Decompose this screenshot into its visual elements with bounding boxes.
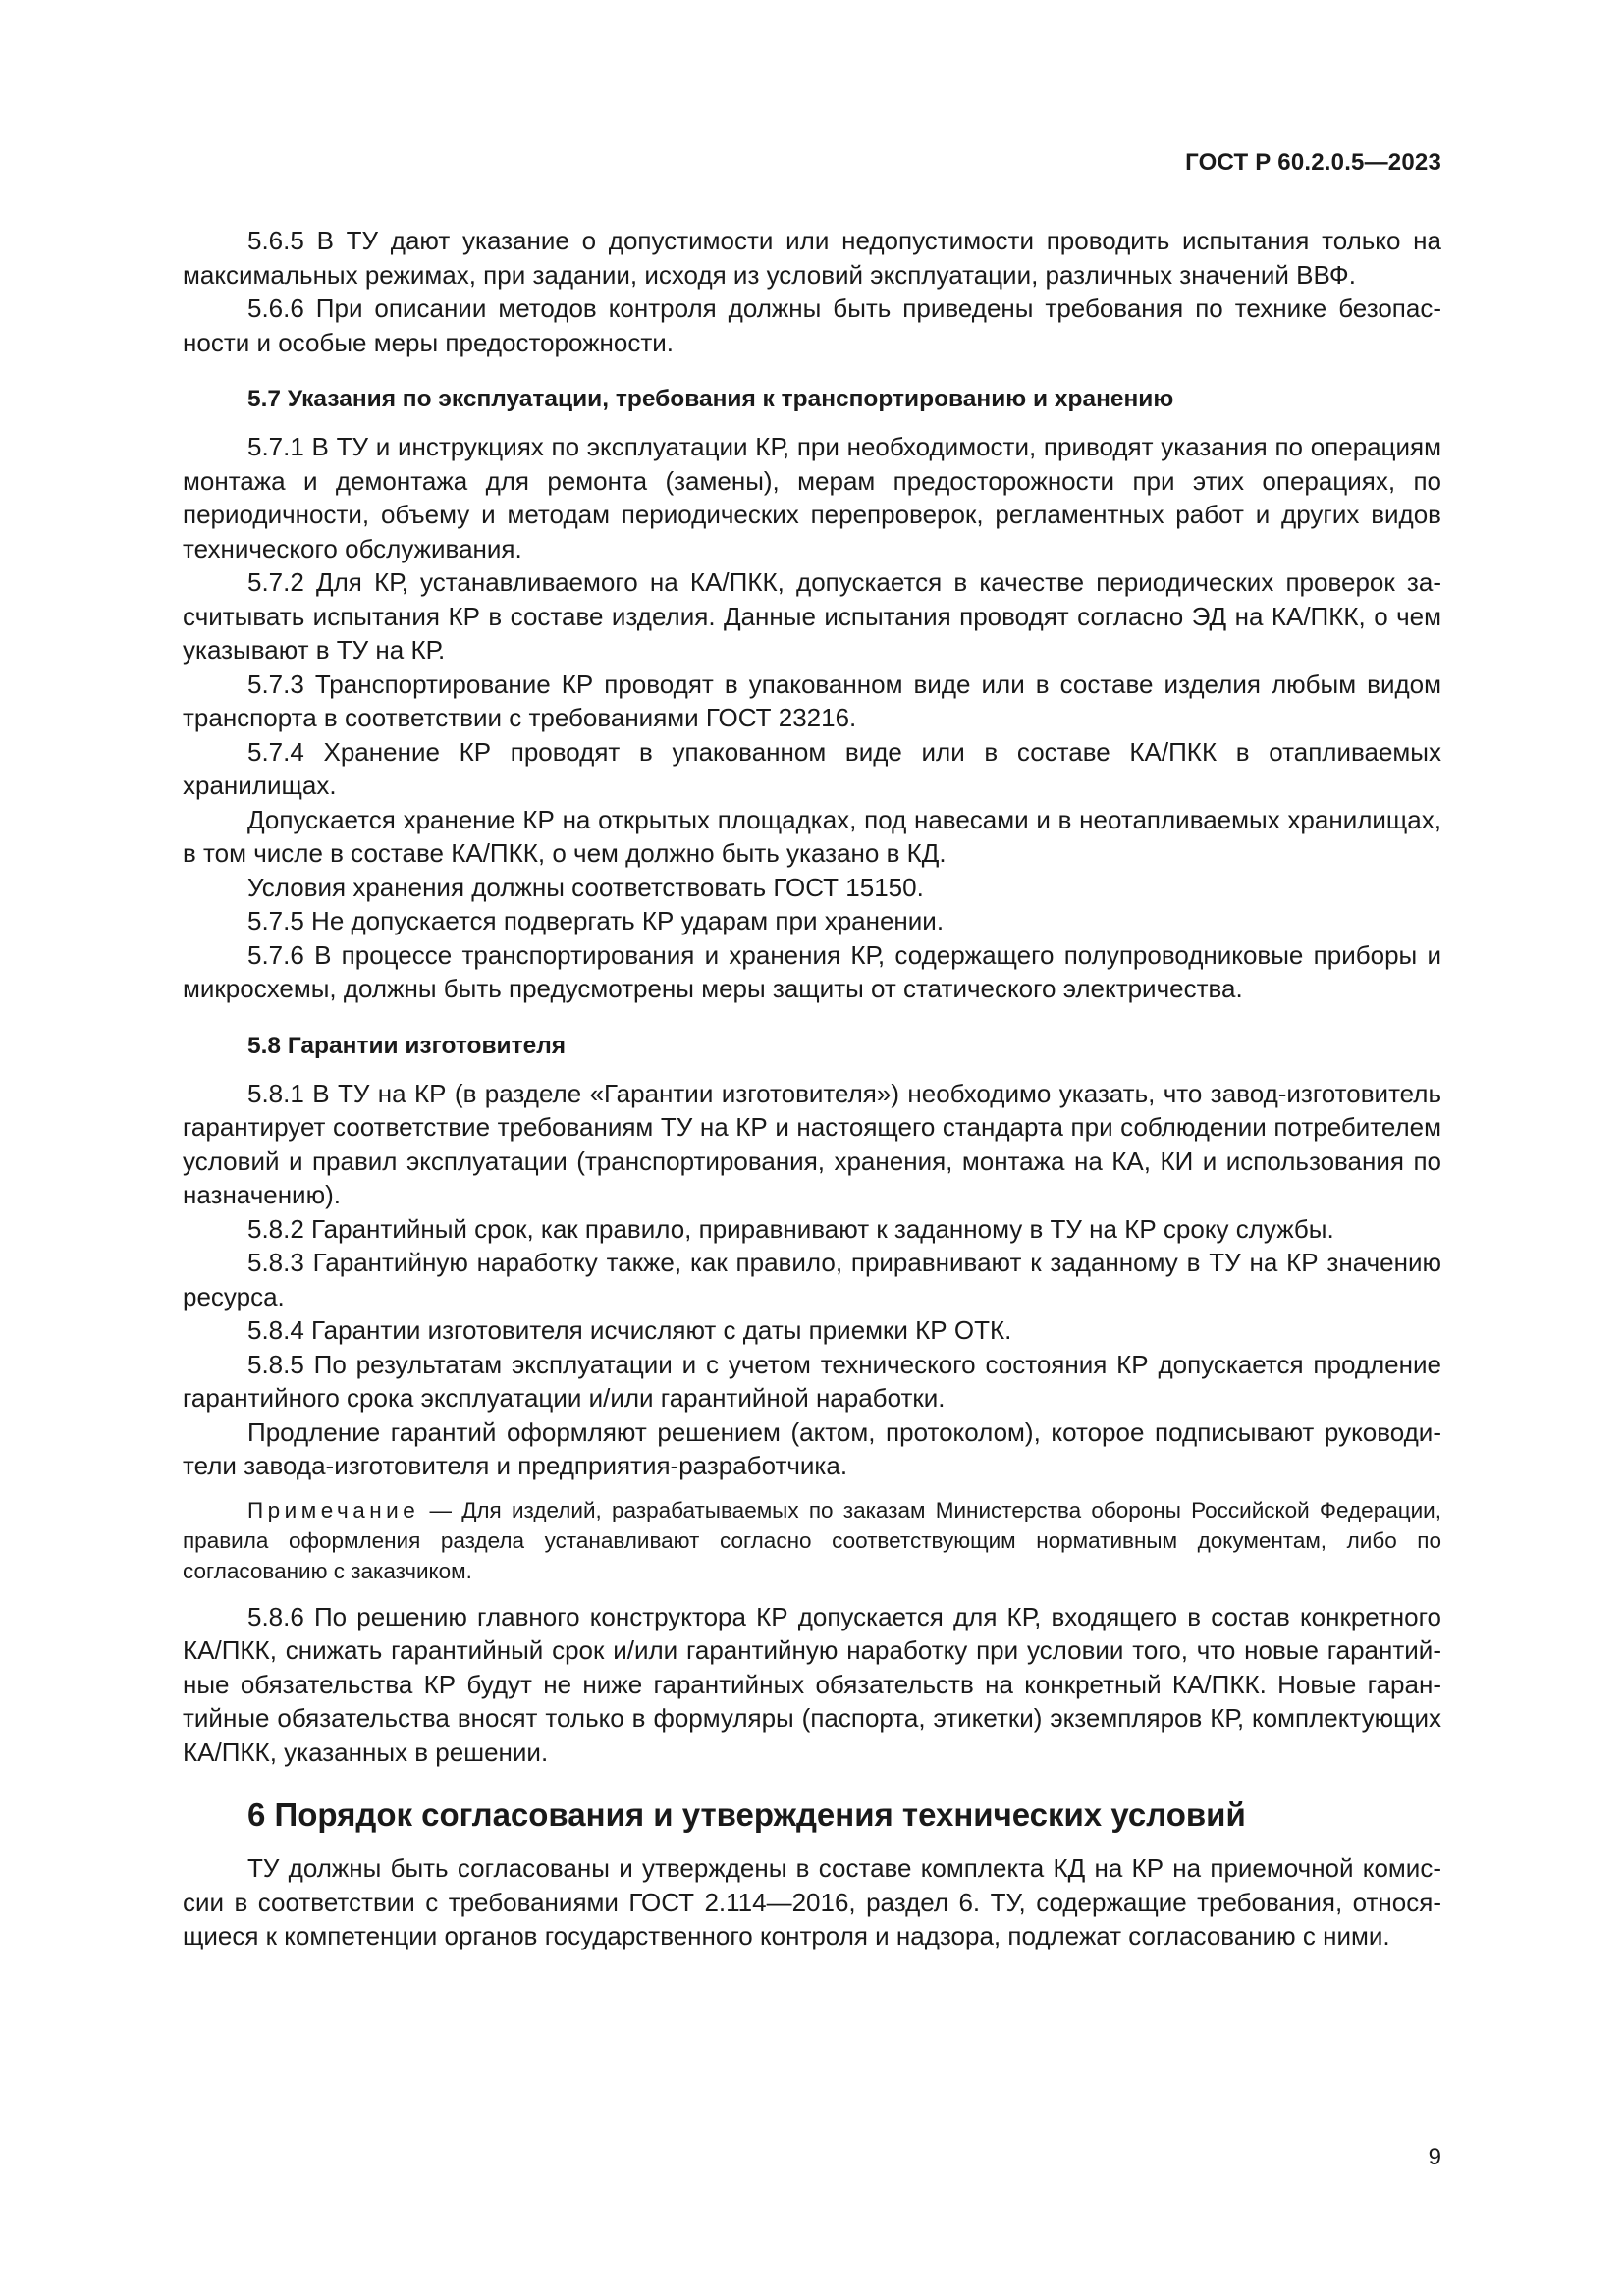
paragraph-5-7-3: 5.7.3 Транспортирование КР проводят в упакованном виде или в составе изделия любым видом транспорта в соответствии с требованиями ГОСТ 23216. <box>183 668 1441 732</box>
paragraph-5-8-1: 5.8.1 В ТУ на КР (в разделе «Гарантии изготовителя») необходимо указать, что завод-изготовитель гарантирует соответствие требованиям ТУ на КР и настоящего стандарта при соблюдении потребителем условий и правил эксплуатации (транспортирования, хранения, монтажа на КА, КИ и использования по назначению). <box>183 1078 1441 1209</box>
note <box>183 1495 1441 1586</box>
document-body <box>183 224 1441 1953</box>
paragraph-5-8-6: 5.8.6 По решению главного конструктора КР допускается для КР, входящего в состав конкретного КА/ПКК, снижать гарантийный срок и/или гарантийную наработку при условии того, что новые гарантийные обязательства КР будут не ниже гарантийных обязательств на конкретный КА/ПКК. Новые гарантийные обязательства вносят только в формуляры (паспорта, этикетки) экземпляров КР, комплектующих КА/ПКК, указанных в решении. <box>183 1601 1441 1767</box>
paragraph-5-8-5-extension: Продление гарантий оформляют решением (актом, протоколом), которое подписывают руководители завода-изготовителя и предприятия-разработчика. <box>183 1416 1441 1480</box>
page-number: 9 <box>1428 2144 1441 2170</box>
paragraph-5-7-4-storage-outdoor: Допускается хранение КР на открытых площадках, под навесами и в неотапливаемых хранилищах, в том числе в составе КА/ПКК, о чем должно быть указано в КД. <box>183 804 1441 868</box>
paragraph-5-7-5: 5.7.5 Не допускается подвергать КР ударам при хранении. <box>247 906 945 935</box>
section-heading-5-7: 5.7 Указания по эксплуатации, требования к транспортированию и хранению <box>247 386 1174 412</box>
section-heading-5-8: 5.8 Гарантии изготовителя <box>247 1032 567 1059</box>
note-label: Примечание <box>247 1497 420 1522</box>
paragraph-5-8-4: 5.8.4 Гарантии изготовителя исчисляют с даты приемки КР ОТК. <box>247 1315 1012 1345</box>
paragraph-5-6-5: 5.6.5 В ТУ дают указание о допустимости или недопустимости проводить испытания только на максимальных режимах, при задании, исходя из условий эксплуатации, различных значений ВВФ. <box>183 226 1441 290</box>
paragraph-5-7-2: 5.7.2 Для КР, устанавливаемого на КА/ПКК, допускается в качестве периодических проверок засчитывать испытания КР в составе изделия. Данные испытания проводят согласно ЭД на КА/ПКК, о чем указывают в ТУ на КР. <box>183 567 1441 665</box>
paragraph-5-8-3: 5.8.3 Гарантийную наработку также, как правило, приравнивают к заданному в ТУ на КР значению ресурса. <box>183 1248 1441 1311</box>
paragraph-5-8-2: 5.8.2 Гарантийный срок, как правило, приравнивают к заданному в ТУ на КР сроку службы. <box>247 1213 1334 1244</box>
section-heading-6: 6 Порядок согласования и утверждения технических условий <box>247 1796 1246 1833</box>
document-code-header: ГОСТ Р 60.2.0.5—2023 <box>1185 149 1441 176</box>
paragraph-5-7-6: 5.7.6 В процессе транспортирования и хранения КР, содержащего полупроводниковые приборы и микросхемы, должны быть предусмотрены меры защиты от статического электричества. <box>183 939 1441 1003</box>
note-text: — Для изделий, разрабатываемых по заказам Министерства обороны Российской Федерации, правила оформления раздела устанавливают согласно соответствующим нормативным документам, либо по согласованию с заказчиком. <box>183 1497 1441 1583</box>
paragraph-5-7-4: 5.7.4 Хранение КР проводят в упакованном виде или в составе КА/ПКК в отапливаемых хранилищах. <box>183 736 1441 800</box>
paragraph-6: ТУ должны быть согласованы и утверждены в составе комплекта КД на КР на приемочной комиссии в соответствии с требованиями ГОСТ 2.114—2016, раздел 6. ТУ, содержащие требования, относящиеся к компетенции органов государственного контроля и надзора, подлежат согласованию с ними. <box>183 1853 1441 1950</box>
paragraph-5-7-1: 5.7.1 В ТУ и инструкциях по эксплуатации КР, при необходимости, приводят указания по операциям монтажа и демонтажа для ремонта (замены), мерам предосторожности при этих операциях, по периодичности, объему и методам периодических перепроверок, регламентных работ и других видов технического обслуживания. <box>183 432 1441 563</box>
paragraph-5-8-5: 5.8.5 По результатам эксплуатации и с учетом технического состояния КР допускается продление гарантийного срока эксплуатации и/или гарантийной наработки. <box>183 1349 1441 1413</box>
paragraph-5-6-6: 5.6.6 При описании методов контроля должны быть приведены требования по технике безопасности и особые меры предосторожности. <box>183 294 1441 357</box>
paragraph-5-7-4-storage-conditions: Условия хранения должны соответствовать ГОСТ 15150. <box>247 872 924 902</box>
